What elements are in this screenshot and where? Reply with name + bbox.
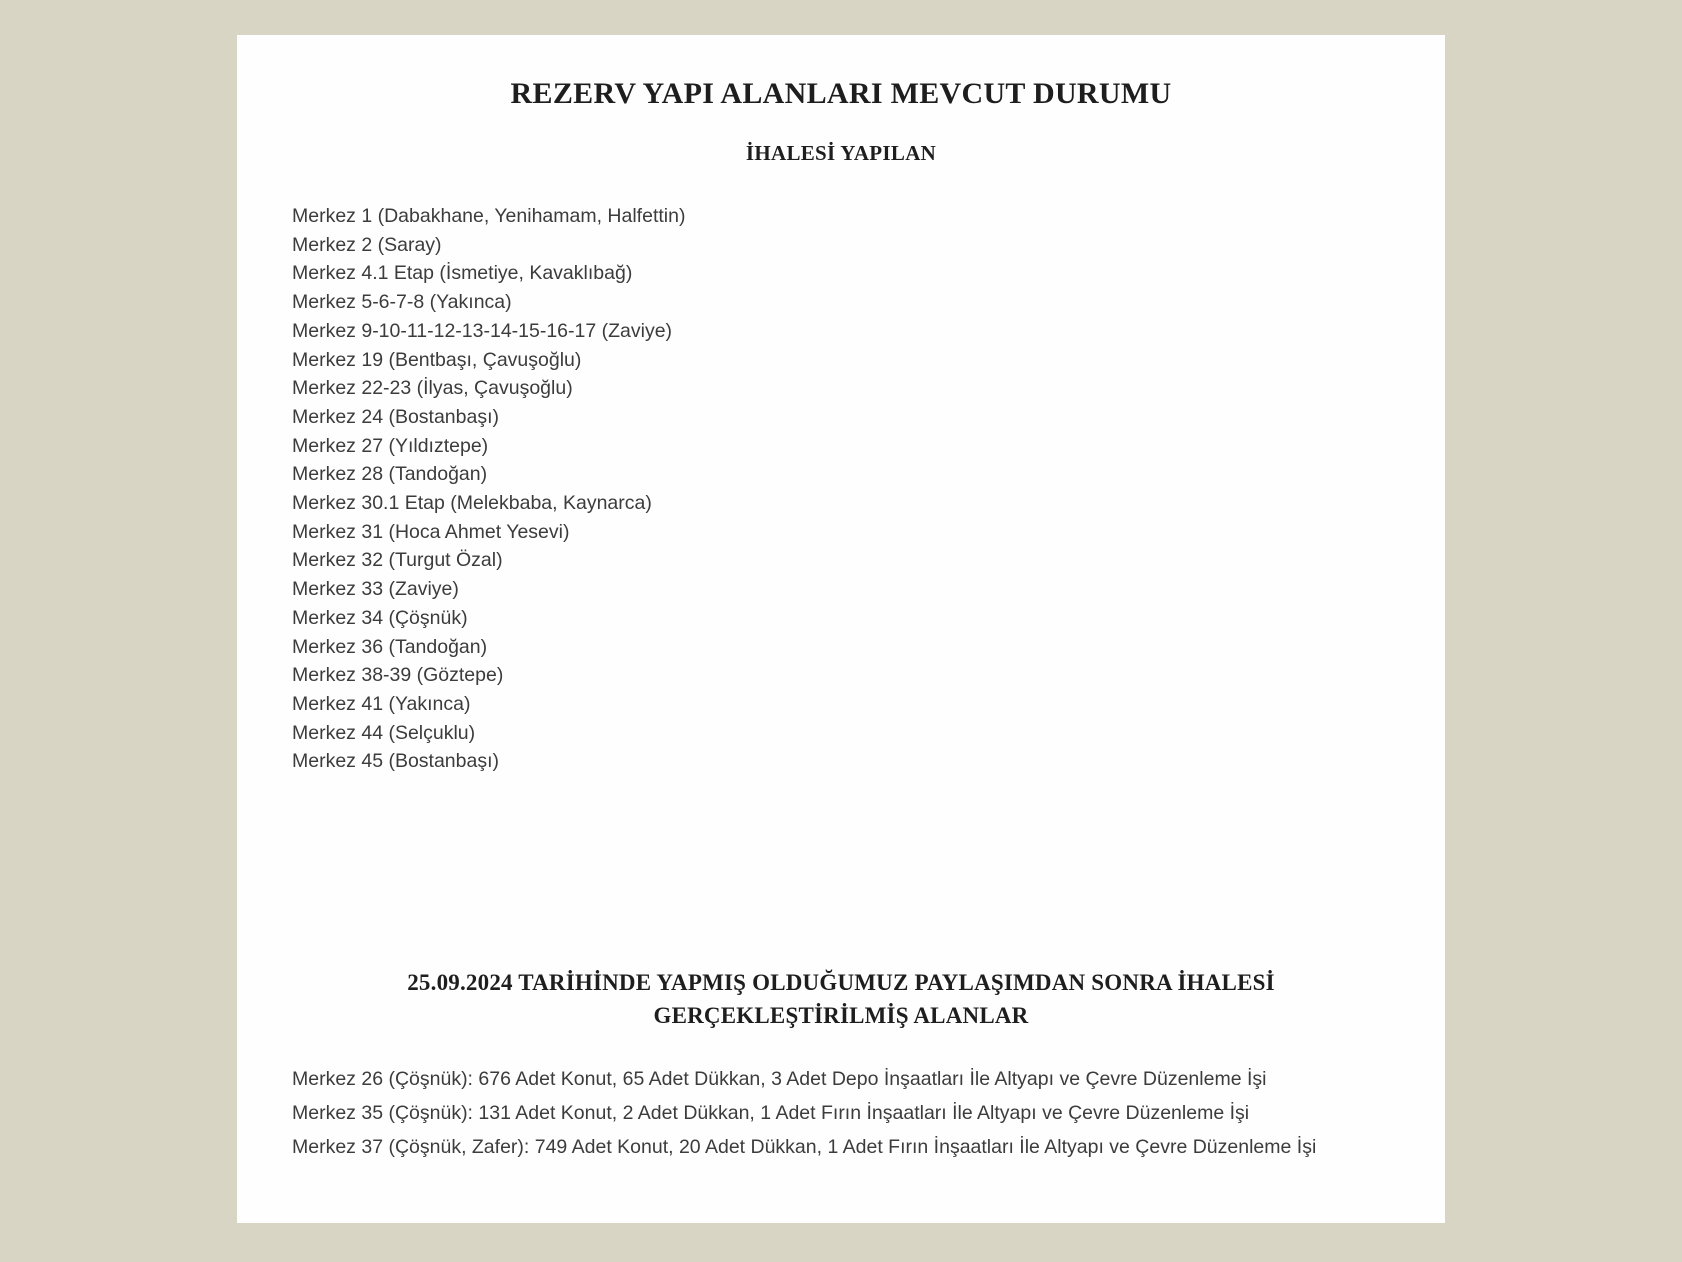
list-item: Merkez 33 (Zaviye) — [292, 578, 459, 601]
section2-heading-line2: GERÇEKLEŞTİRİLMİŞ ALANLAR — [653, 1003, 1029, 1029]
section1-list — [292, 202, 1390, 776]
list-item: Merkez 41 (Yakınca) — [292, 692, 471, 715]
section1-heading: İHALESİ YAPILAN — [745, 141, 937, 165]
list-item: Merkez 22-23 (İlyas, Çavuşoğlu) — [292, 377, 573, 400]
list-item: Merkez 9-10-11-12-13-14-15-16-17 (Zaviye) — [292, 319, 673, 342]
list-item: Merkez 19 (Bentbaşı, Çavuşoğlu) — [292, 348, 582, 371]
list-item: Merkez 31 (Hoca Ahmet Yesevi) — [292, 520, 570, 543]
document-title: REZERV YAPI ALANLARI MEVCUT DURUMU — [510, 77, 1172, 110]
list-item: Merkez 45 (Bostanbaşı) — [292, 750, 500, 773]
list-item: Merkez 28 (Tandoğan) — [292, 463, 488, 486]
list-item: Merkez 24 (Bostanbaşı) — [292, 405, 500, 428]
list-item: Merkez 5-6-7-8 (Yakınca) — [292, 291, 512, 314]
list-item: Merkez 44 (Selçuklu) — [292, 721, 476, 744]
list-item: Merkez 2 (Saray) — [292, 233, 442, 256]
detail-item: Merkez 26 (Çöşnük): 676 Adet Konut, 65 Adet Dükkan, 3 Adet Depo İnşaatları İle Altyapı ve Çevre Düzenleme İşi — [292, 1068, 1267, 1091]
detail-item: Merkez 35 (Çöşnük): 131 Adet Konut, 2 Adet Dükkan, 1 Adet Fırın İnşaatları İle Altyapı ve Çevre Düzenleme İşi — [292, 1102, 1250, 1125]
list-item: Merkez 34 (Çöşnük) — [292, 606, 468, 629]
list-item: Merkez 30.1 Etap (Melekbaba, Kaynarca) — [292, 492, 652, 515]
list-item: Merkez 27 (Yıldıztepe) — [292, 434, 489, 457]
detail-item: Merkez 37 (Çöşnük, Zafer): 749 Adet Konut, 20 Adet Dükkan, 1 Adet Fırın İnşaatları İle Altyapı ve Çevre Düzenleme İşi — [292, 1136, 1317, 1159]
document-page — [237, 35, 1445, 1223]
list-item: Merkez 4.1 Etap (İsmetiye, Kavaklıbağ) — [292, 262, 633, 285]
list-item: Merkez 38-39 (Göztepe) — [292, 664, 504, 687]
list-item: Merkez 32 (Turgut Özal) — [292, 549, 503, 572]
list-item: Merkez 1 (Dabakhane, Yenihamam, Halfettin) — [292, 205, 686, 227]
list-item: Merkez 36 (Tandoğan) — [292, 635, 488, 658]
section2-heading — [292, 966, 1390, 1032]
section2-heading-line1: 25.09.2024 TARİHİNDE YAPMIŞ OLDUĞUMUZ PAYLAŞIMDAN SONRA İHALESİ — [407, 970, 1275, 996]
section2-list — [292, 1062, 1390, 1164]
